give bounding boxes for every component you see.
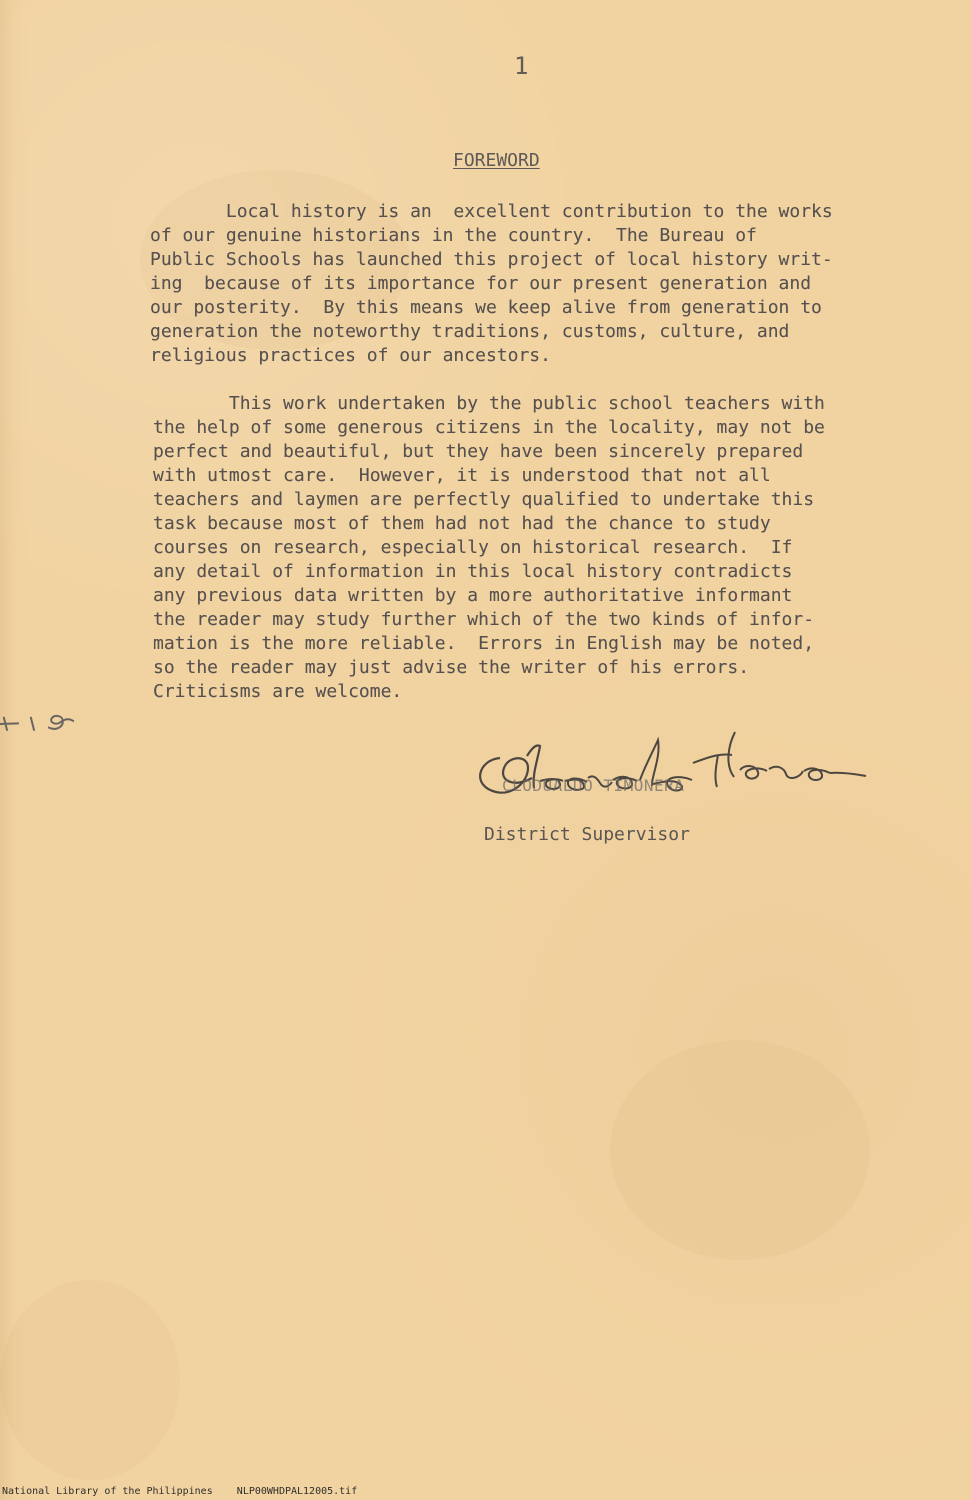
- margin-note-icon: [0, 703, 84, 747]
- paper-stain: [0, 1280, 180, 1480]
- typed-signatory-name: CLODUALDO TIMONERA: [502, 776, 685, 795]
- page-title: FOREWORD: [453, 150, 540, 171]
- page-number: 1: [514, 52, 529, 80]
- handwritten-signature: [470, 720, 870, 815]
- handwritten-margin-note: [0, 703, 84, 747]
- scan-footer: National Library of the Philippines NLP00WHDPAL12005.tif: [2, 1486, 358, 1497]
- foreword-paragraph-2: This work undertaken by the public school teachers with the help of some generous citizens in the locality, may not be perfect and beautiful, but they have been sincerely prepared with utmost care. However, it is understood that not all teachers and laymen are perfectly qualified to undertake this task because most of them had not had the chance to study courses on research, especially on historical research. If any detail of information in this local history contradicts any previous data written by a more authoritative informant the reader may study further which of the two kinds of infor- mation is the more reliable. Errors in English may be noted, so the reader may just advise the writer of his errors. Criticisms are welcome.: [153, 393, 825, 702]
- foreword-paragraph-1: Local history is an excellent contribution to the works of our genuine historians in the country. The Bureau of Public Schools has launched this project of local history writ- ing because of its importance for our present generation and our posterity. By this means we keep alive from generation to generation the noteworthy traditions, customs, culture, and religious practices of our ancestors.: [150, 201, 833, 366]
- signatory-title: District Supervisor: [484, 824, 690, 845]
- paper-stain: [610, 1040, 870, 1260]
